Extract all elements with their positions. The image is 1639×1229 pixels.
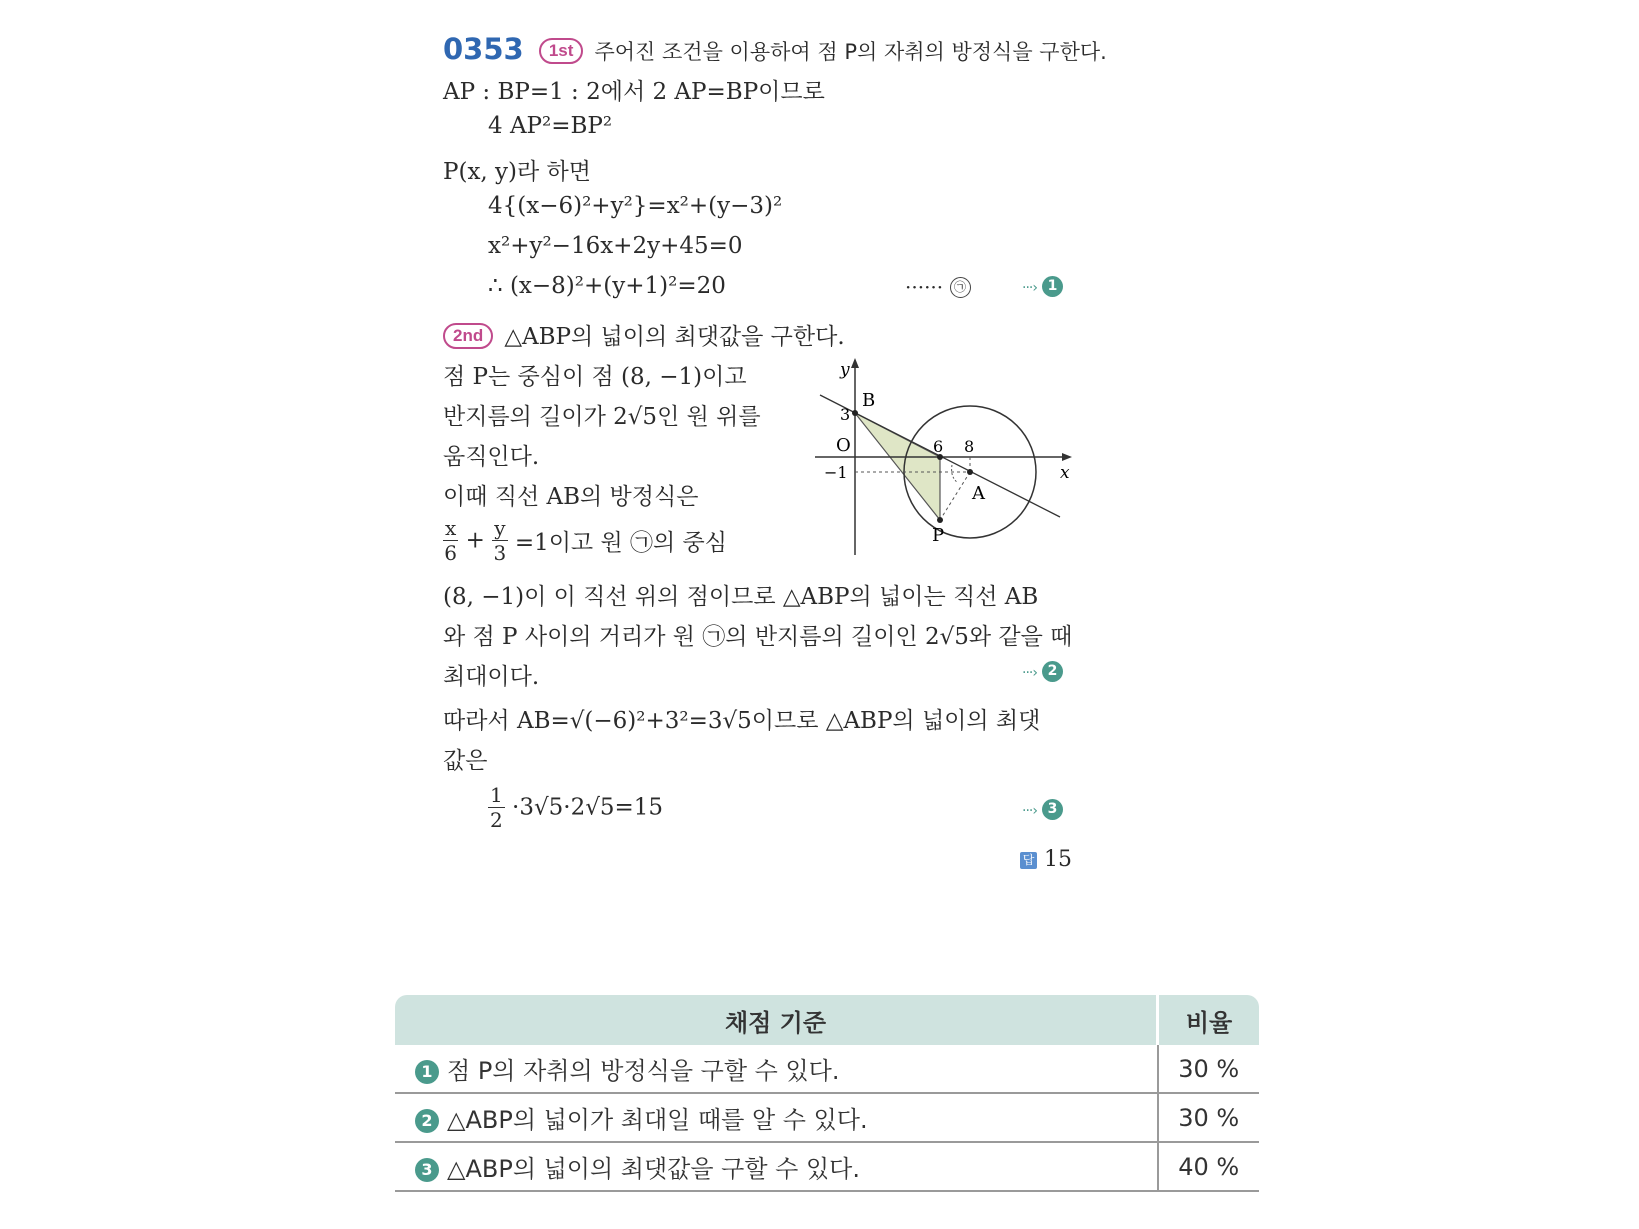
circle-number-icon: 1 [415, 1060, 439, 1084]
answer [1020, 847, 1072, 872]
step2-badge: 2nd [443, 323, 493, 349]
answer-icon: 답 [1020, 852, 1037, 869]
radius-to-p [940, 472, 970, 520]
problem-header [443, 32, 1107, 66]
table-row [395, 1093, 1259, 1142]
step1-badge: 1st [539, 38, 584, 64]
label-a: A [972, 483, 985, 504]
angle-arc [952, 465, 958, 483]
step1-score-ref [1022, 276, 1063, 297]
label-axis-y: y [840, 360, 850, 380]
criteria-text: △ABP의 넓이의 최댓값을 구할 수 있다. [447, 1155, 860, 1183]
ratio-value: 30 % [1158, 1093, 1260, 1142]
step2-title: △ABP의 넓이의 최댓값을 구한다. [504, 324, 845, 350]
step2-p4: 이때 직선 AB의 방정식은 [443, 484, 699, 510]
circle-number-icon: 3 [415, 1158, 439, 1182]
coordinate-graph [810, 355, 1080, 565]
point-b [852, 410, 858, 416]
header-ratio: 비율 [1158, 995, 1260, 1045]
step2-p3: 움직인다. [443, 444, 540, 470]
step3-formula-line [488, 785, 663, 830]
label-tick-neg1: −1 [824, 463, 848, 482]
step2-p1: 점 P는 중심이 점 (8, −1)이고 [443, 364, 747, 390]
label-axis-x: x [1060, 463, 1070, 483]
point-p [937, 517, 943, 523]
step3-line1: 따라서 AB=√(−6)²+3²=3√5이므로 △ABP의 넓이의 최댓 [443, 708, 1041, 734]
grading-table [395, 995, 1259, 1192]
giyeok-marker: ㉠ [950, 277, 971, 298]
label-p: P [932, 525, 945, 546]
step2-p8: 최대이다. [443, 664, 540, 690]
x-axis-arrow [1062, 453, 1072, 461]
arrow-icon: ···› [1022, 665, 1037, 681]
label-tick-3: 3 [840, 405, 851, 424]
ratio-value: 30 % [1158, 1045, 1260, 1093]
step2-p5: =1이고 원 ㉠의 중심 [514, 530, 727, 556]
step3-formula: ·3√5·2√5=15 [512, 794, 664, 821]
arrow-icon: ···› [1022, 280, 1037, 296]
ratio-value: 40 % [1158, 1142, 1260, 1191]
circle-center [967, 469, 973, 475]
step3-line2: 값은 [443, 748, 488, 774]
label-tick-6: 6 [933, 437, 944, 456]
step1-line2: 4 AP²=BP² [488, 113, 613, 139]
label-origin: O [836, 435, 851, 456]
dots: ······ [905, 275, 944, 299]
criteria-text: △ABP의 넓이가 최대일 때를 알 수 있다. [447, 1106, 868, 1134]
step1-title: 주어진 조건을 이용하여 점 P의 자취의 방정식을 구한다. [594, 40, 1107, 64]
step1-ref [905, 275, 971, 299]
step1-line3: P(x, y)라 하면 [443, 159, 591, 185]
fraction-x-over-6: $\frac{x}{6}$ [444, 516, 457, 565]
step2-p6: (8, −1)이 이 직선 위의 점이므로 △ABP의 넓이는 직선 AB [443, 584, 1039, 610]
circle-number-icon: 2 [1042, 661, 1063, 682]
fraction-one-half: $\frac{1}{2}$ [490, 783, 503, 832]
fraction-y-over-3: $\frac{y}{3}$ [493, 516, 507, 565]
label-b: B [862, 390, 876, 411]
triangle-abp [855, 413, 940, 520]
step1-line4: 4{(x−6)²+y²}=x²+(y−3)² [488, 193, 783, 219]
step2-p2: 반지름의 길이가 2√5인 원 위를 [443, 404, 761, 430]
label-tick-8: 8 [964, 437, 975, 456]
step2-header [443, 318, 845, 351]
step2-score-ref [1022, 661, 1063, 682]
y-axis-arrow [851, 358, 859, 368]
table-row [395, 1142, 1259, 1191]
circle-number-icon: 3 [1042, 799, 1063, 820]
step1-line5: x²+y²−16x+2y+45=0 [488, 233, 743, 259]
step1-line1: AP : BP=1 : 2에서 2 AP=BP이므로 [443, 79, 825, 105]
circle-number-icon: 2 [415, 1109, 439, 1133]
criteria-text: 점 P의 자취의 방정식을 구할 수 있다. [447, 1057, 840, 1085]
step1-line6: ∴ (x−8)²+(y+1)²=20 [488, 273, 726, 299]
problem-number: 0353 [443, 32, 524, 66]
step3-score-ref [1022, 799, 1063, 820]
arrow-icon: ···› [1022, 803, 1037, 819]
circle-number-icon: 1 [1042, 276, 1063, 297]
step2-line-equation: $\frac{x}{6}$ + $\frac{y}{3}$ =1이고 원 ㉠의 중심 [444, 516, 727, 565]
header-criteria: 채점 기준 [395, 995, 1158, 1045]
step2-p7: 와 점 P 사이의 거리가 원 ㉠의 반지름의 길이인 2√5와 같을 때 [443, 624, 1073, 650]
table-row [395, 1045, 1259, 1093]
answer-value: 15 [1044, 847, 1072, 872]
